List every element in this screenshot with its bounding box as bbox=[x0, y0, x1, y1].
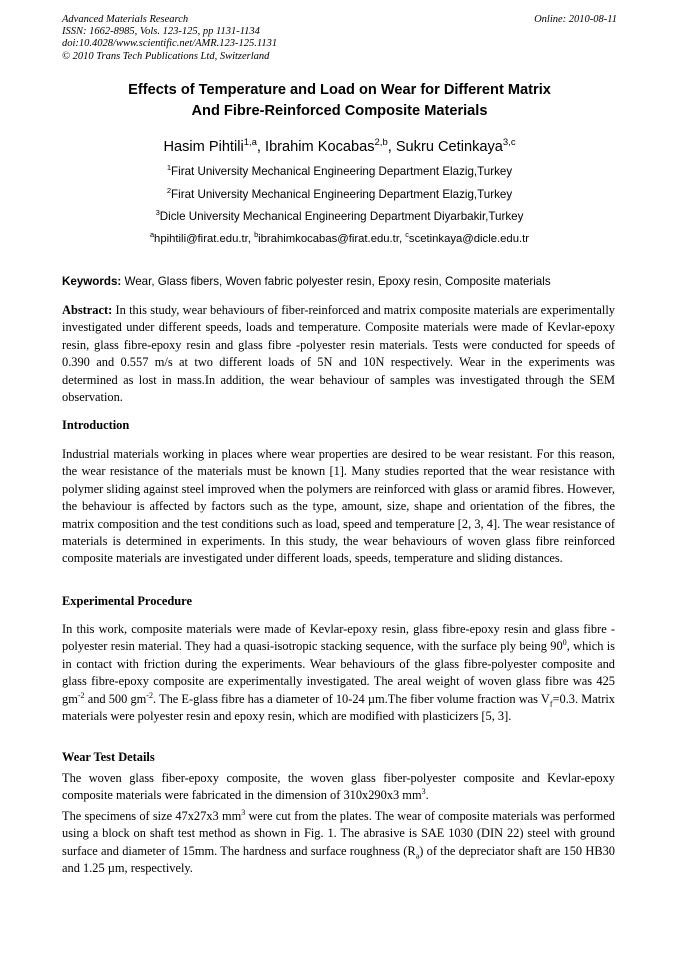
author-emails bbox=[62, 230, 617, 245]
email-c: scetinkaya@dicle.edu.tr bbox=[408, 233, 530, 245]
email-c-marker: c bbox=[405, 230, 409, 240]
experimental-text-4: . The E-glass fibre has a diameter of 10-24 µm.The fiber volume fraction was V bbox=[153, 691, 550, 706]
wear-test-p1-exponent: 3 bbox=[421, 787, 426, 797]
title-line-2: And Fibre-Reinforced Composite Materials bbox=[191, 103, 488, 119]
doi-line: doi:10.4028/www.scientific.net/AMR.123-125.1131 bbox=[62, 38, 278, 50]
experimental-text-5: =0.3. Matrix materials were polyester resin and epoxy resin, which are modified with plasticizers [5, 3]. bbox=[62, 691, 615, 724]
email-b: ibrahimkocabas@firat.edu.tr, bbox=[258, 233, 406, 245]
author-1-marker: 1,a bbox=[243, 137, 257, 149]
degree-marker: 0 bbox=[562, 638, 567, 648]
keywords-label: Keywords: bbox=[62, 275, 122, 288]
experimental-text-2: , which is in contact with friction during the experiments. Wear behaviours of the glass fibre-polyester composite and glass fibre-epoxy composite are experimentally investigated. The areal weight of woven glass fibre was 425 gm bbox=[62, 639, 616, 706]
email-b-marker: b bbox=[254, 230, 259, 240]
author-list bbox=[62, 139, 617, 155]
wear-test-paragraph-2 bbox=[62, 808, 615, 878]
wear-test-p1-text: The woven glass fiber-epoxy composite, the woven glass fiber-polyester composite and Kevlar-epoxy composite materials were fabricated in the dimension of 310x290x3 mm bbox=[62, 771, 615, 803]
wear-test-p1-end: . bbox=[425, 788, 429, 803]
affiliation-2-text: Firat University Mechanical Engineering Department Elazig,Turkey bbox=[171, 188, 513, 201]
author-3-marker: 3,c bbox=[502, 137, 516, 149]
issn-line: ISSN: 1662-8985, Vols. 123-125, pp 1131-1134 bbox=[62, 26, 260, 38]
author-2: , Ibrahim Kocabas bbox=[256, 139, 375, 155]
experimental-text-3: and 500 gm bbox=[84, 691, 147, 706]
experimental-text-1: In this work, composite materials were made of Kevlar-epoxy resin, glass fibre-epoxy resin and glass fibre -polyester resin material. They had a quasi-isotropic stacking sequence, with the surface ply being 90 bbox=[62, 622, 615, 654]
author-2-marker: 2,b bbox=[374, 137, 388, 149]
copyright-line: © 2010 Trans Tech Publications Ltd, Switzerland bbox=[62, 50, 270, 62]
affiliation-2-marker: 2 bbox=[166, 186, 172, 196]
abstract bbox=[62, 302, 615, 406]
keywords-text: Wear, Glass fibers, Woven fabric polyester resin, Epoxy resin, Composite materials bbox=[121, 275, 551, 288]
unit-exponent-2: -2 bbox=[146, 690, 153, 700]
wear-test-paragraph-1 bbox=[62, 770, 615, 805]
roughness-subscript: a bbox=[415, 851, 420, 861]
affiliation-3-text: Dicle University Mechanical Engineering Department Diyarbakir,Turkey bbox=[159, 210, 524, 223]
author-3: , Sukru Cetinkaya bbox=[387, 139, 503, 155]
wear-test-heading: Wear Test Details bbox=[62, 750, 155, 764]
fraction-subscript: f bbox=[549, 699, 553, 709]
abstract-label: Abstract: bbox=[62, 303, 113, 317]
affiliation-1-marker: 1 bbox=[166, 163, 172, 173]
wear-test-p2-text-3: ) of the depreciator shaft are 150 HB30 and 1.25 µm, respectively. bbox=[62, 843, 616, 876]
keywords bbox=[62, 275, 622, 288]
introduction-heading: Introduction bbox=[62, 418, 130, 432]
affiliation-1-text: Firat University Mechanical Engineering Department Elazig,Turkey bbox=[171, 165, 513, 178]
journal-header bbox=[62, 14, 617, 63]
email-a: hpihtili@firat.edu.tr, bbox=[154, 233, 255, 245]
affiliation-3 bbox=[62, 210, 617, 223]
email-a-marker: a bbox=[149, 230, 155, 240]
wear-test-p2-text-1: The specimens of size 47x27x3 mm bbox=[62, 809, 242, 823]
affiliation-1 bbox=[62, 165, 617, 178]
introduction-text: Industrial materials working in places where wear properties are desired to be wear resistant. For this reason, the wear resistance of the materials must be known [1]. Many studies reported that the wear resistance with polymer sliding against steel improved when the polymers are reinforced with glass or aramid fibres. However, the behaviour is affected by factors such as the type, amount, size, shape and orientation of the fibres, the matrix composition and the test conditions such as load, speed and temperature [2, 3, 4]. The wear resistance of materials is determined in experiments. In this study, the wear behaviours of woven glass fibre reinforced composite materials are investigated under different loads, speeds, temperature and sliding distances. bbox=[62, 447, 615, 566]
journal-name: Advanced Materials Research bbox=[62, 14, 189, 25]
experimental-heading: Experimental Procedure bbox=[62, 594, 192, 608]
affiliation-3-marker: 3 bbox=[155, 208, 160, 218]
affiliation-2 bbox=[62, 188, 617, 201]
author-1: Hasim Pihtili bbox=[163, 139, 244, 155]
unit-exponent-1: -2 bbox=[77, 690, 85, 700]
paper-title bbox=[62, 80, 617, 122]
wear-test-p2-exponent: 3 bbox=[241, 807, 246, 817]
title-line-1: Effects of Temperature and Load on Wear for Different Matrix bbox=[128, 82, 551, 98]
abstract-text: In this study, wear behaviours of fiber-reinforced and matrix composite materials are experimentally investigated under different speeds, loads and temperature. Composite materials were made of Kevlar-epoxy resin, glass fibre-epoxy resin and glass fibre -polyester resin materials. Tests were conducted for speeds of 0.390 and 0.557 m/s at two different loads of 5N and 10N respectively. Wear in the experiments was determined as lost in mass.In addition, the wear behaviour of samples was investigated through the SEM observation. bbox=[62, 303, 615, 405]
online-date: Online: 2010-08-11 bbox=[534, 14, 617, 25]
wear-test-p2-text-2: were cut from the plates. The wear of composite materials was performed using a block on shaft test method as shown in Fig. 1. The abrasive is SAE 1030 (DIN 22) steel with ground surface and diameter of 15mm. The hardness and surface roughness (R bbox=[62, 809, 615, 858]
experimental-text bbox=[62, 621, 615, 725]
